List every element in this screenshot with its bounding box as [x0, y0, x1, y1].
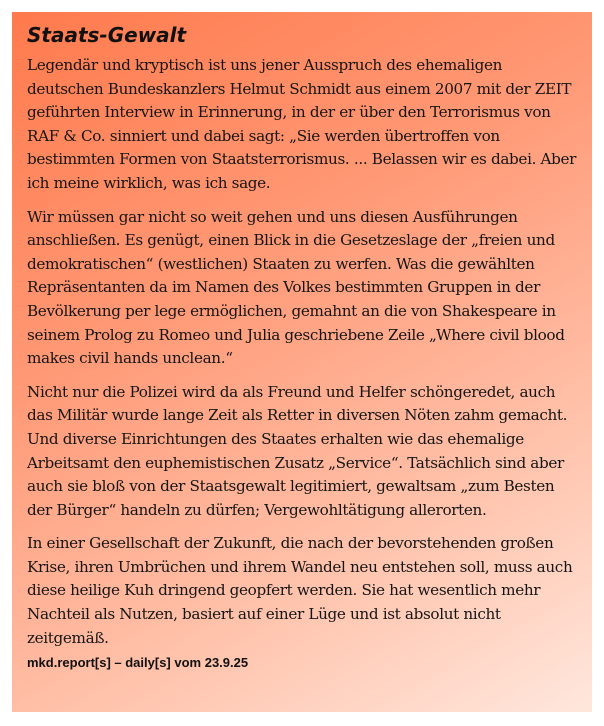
source-credit: mkd.report[s] – daily[s] vom 23.9.25: [27, 655, 249, 671]
article-paragraph-2: Wir müssen gar nicht so weit gehen und uns diesen Ausführungen anschließen. Es genügt, einen Blick in die Gesetzeslage der „freien und demokratischen“ (westlichen) Staaten zu werfen. Was die gewählten Repräsentanten da im Namen des Volkes bestimmten Gruppen in der Bevölkerung per lege ermöglichen, gemahnt an die von Shakespeare in seinem Prolog zu Romeo und Julia geschriebene Zeile „Where civil blood makes civil hands unclean.“: [27, 207, 565, 368]
article-card: [12, 12, 592, 712]
article-paragraph-3: Nicht nur die Polizei wird da als Freund und Helfer schöngeredet, auch das Militär wurde lange Zeit als Retter in diversen Nöten zahm gemacht. Und diverse Einrichtungen des Staates erhalten wie das ehemalige Arbeitsamt den euphemistischen Zusatz „Service“. Tatsächlich sind aber auch sie bloß von der Staatsgewalt legitimiert, gewaltsam „zum Besten der Bürger“ handeln zu dürfen; Vergewohltätigung allerorten.: [27, 382, 568, 519]
article-paragraph-4: In einer Gesellschaft der Zukunft, die nach der bevorstehenden großen Krise, ihren Umbrüchen und ihrem Wandel neu entstehen soll, muss auch diese heilige Kuh dringend geopfert werden. Sie hat wesentlich mehr Nachteil als Nutzen, basiert auf einer Lüge und ist absolut nicht zeitgemäß.: [27, 534, 573, 647]
article-title: Staats-Gewalt: [27, 23, 187, 47]
article-paragraph-1: Legendär und kryptisch ist uns jener Ausspruch des ehemaligen deutschen Bundeskanzlers Helmut Schmidt aus einem 2007 mit der ZEIT geführten Interview in Erinnerung, in der er über den Terrorismus von RAF & Co. sinniert und dabei sagt: „Sie werden übertroffen von bestimmten Formen von Staatsterrorismus. ... Belassen wir es dabei. Aber ich meine wirklich, was ich sage.: [27, 56, 577, 192]
